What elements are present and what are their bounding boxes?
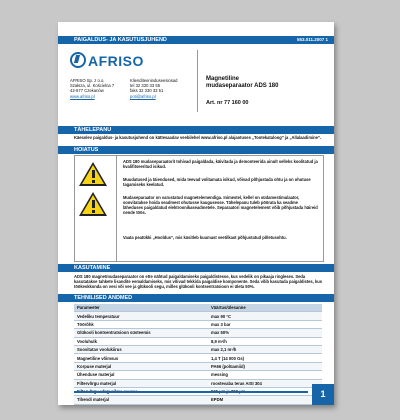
company-address: AFRISO Sp. z o.o. Szałsza, ul. Kościelna 7 42-677 Czekanów www.afriso.pl [70,78,115,99]
product-title: Magnetiline mudaseparaator ADS 180 [206,76,279,89]
table-row: Magnetiline võimsus 1,4 T (14 000 Gs) [74,354,322,362]
article-number: Art. nr 77 160 00 [206,100,249,106]
table-row: Tihendi materjal EPDM [74,396,322,404]
website-link[interactable]: www.afriso.pl [70,93,95,99]
warning-divider [116,156,117,261]
warning-paragraph: Muudatused ja täiendused, mida teevad volitamata isikud, võivad põhjustada ohtu ja on ohutuse tagamiseks keelatud. [123,177,311,188]
company-contact: Klienditeeninduseesiosad tel 32 330 33 55 faks 32 330 33 51 poti@afriso.pl [130,78,178,99]
warning-paragraph: Vaata peatükki „Hooldus”, mis käsitleb kuumast veetilkast põhjustatud põletusohtu. [123,235,287,240]
table-row: Ühenduse materjal messing [74,371,322,379]
column-header: Parameeter [74,304,208,312]
footer-line [74,391,308,393]
table-row: Vedeliku temperatuur max 90 °C [74,312,322,320]
technical-data-table [74,304,322,405]
document-page [58,22,334,405]
section-header-tahelepanu: TÄHELEPANU [58,126,334,134]
afriso-logo-icon [70,52,86,68]
page-number: 1 [312,384,334,405]
section-header-hoiatus: HOIATUS [58,146,334,154]
email-link[interactable]: poti@afriso.pl [130,93,156,99]
manual-type-label: PAIGALDUS- JA KASUTUSJUHEND [74,37,167,43]
table-row: Korpuse materjal PA66 (polüamiid) [74,362,322,370]
table-row: Filtervõrgu materjal roostevaba teras AISI 304 [74,379,322,387]
section-header-kasutamine: KASUTAMINE [58,264,334,272]
usage-text: ADS 180 magnetmudaseparaator on ette nähtud paigaldamiseks paigaldistesse, kus vedelik on pikaaja ringleses. Seda kasutatakse tahkete lisandite eemaldamiseks, mis võivad tekkida paigaldise komponente. Seda võib kasutada paigaldistes, kus töökeskkonda on vesi või vee ja glükooli segu, milles glükooli kontsentratsioon ei ületa 50%. [74,274,323,290]
afriso-logo: AFRISO [70,52,144,69]
column-header: Väärtus/ülesanne [208,304,322,312]
table-row: Töörõhk max 3 bar [74,320,322,328]
document-header [68,46,324,118]
attention-text: Käesolev paigaldus- ja kasutusjuhend on kättesaadav veebilehel www.afriso.pl alajaotuses „Tootekataloog” ja „Allalaadimine”. [74,135,322,140]
table-header-row [74,304,322,312]
document-number: 553.011.2007 1 [296,37,328,42]
warning-paragraph: Mudaseparaator on varustatud magnetelemendiga. Inimestel, kellel on südamestimulaator, soovitatakse hoida seadmest ohutusse kaugusesse. Tähelepanu tuleb pöörata ka seadme läheduses paigaldatud elektroonikaseadmetele. Separaatori magnetelement võib põhjustada häireid nende töös. [123,195,318,216]
table-row: Vooluhulk 8,9 m³/h [74,337,322,345]
top-banner [58,36,334,44]
section-header-tehnilised-andmed: TEHNILISED ANDMED [58,294,334,302]
warning-paragraph: ADS 180 mudaseparaatorit tohivad paigaldada, käivitada ja demonteerida ainult selleks koolitatud ja kvalifitseeritud isikud. [123,159,318,170]
warning-triangle-icon [79,192,107,216]
table-row: Soovitatav voolukiirus max 2,1 m³/h [74,345,322,353]
header-divider [197,50,198,112]
warning-triangle-icon [79,162,107,186]
warning-box [74,155,324,262]
table-row: Glükooli kontsentratsioon süsteemis max 50% [74,329,322,337]
